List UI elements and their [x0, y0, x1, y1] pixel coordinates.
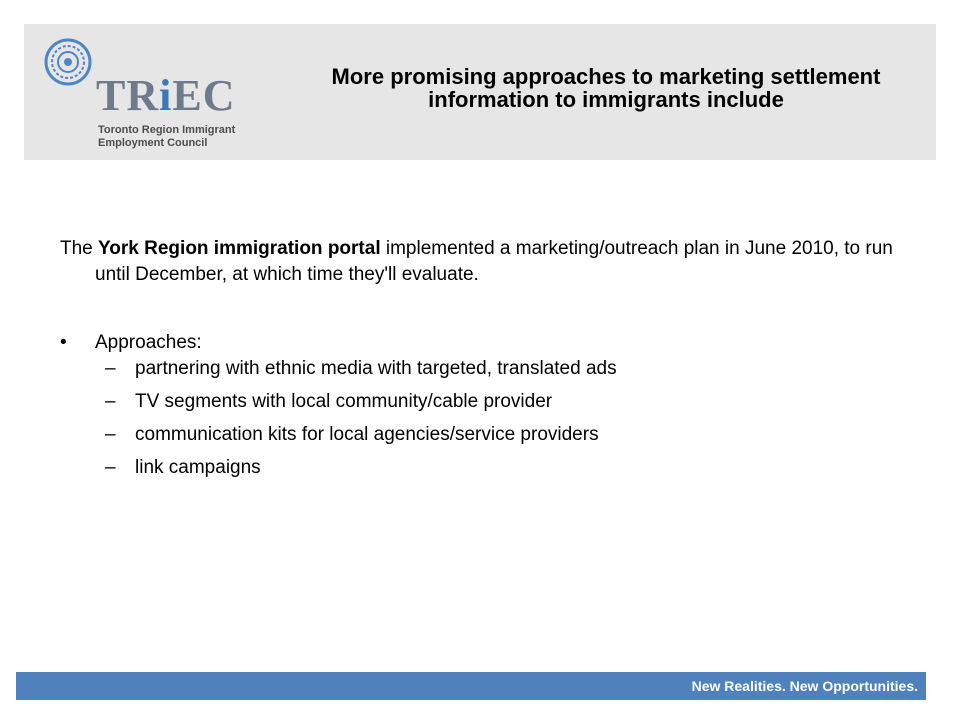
- list-item: [105, 422, 905, 455]
- slide-body: [60, 236, 920, 478]
- triec-logo: [44, 38, 264, 148]
- triec-emblem-icon: [44, 38, 92, 86]
- slide-header: [24, 24, 936, 160]
- list-item-text: communication kits for local agencies/service providers: [135, 424, 599, 445]
- dash-icon: –: [105, 424, 116, 445]
- logo-tagline-line-1: Toronto Region Immigrant: [98, 124, 236, 136]
- intro-suffix: implemented a marketing/outreach plan in June 2010, to run until December, at which time they'll evaluate.: [95, 238, 893, 285]
- list-item: [105, 356, 905, 389]
- list-item: [105, 389, 905, 422]
- logo-wordmark: TRiEC: [96, 71, 236, 120]
- footer-bar: [16, 672, 926, 700]
- list-item-text: TV segments with local community/cable provider: [135, 391, 553, 412]
- list-item-text: link campaigns: [135, 457, 261, 478]
- logo-tagline: [98, 124, 235, 150]
- approaches-label: Approaches:: [95, 332, 202, 353]
- dash-icon: –: [105, 391, 116, 412]
- footer-slogan: New Realities. New Opportunities.: [691, 678, 918, 694]
- bullet-icon: •: [60, 332, 67, 353]
- list-item-text: partnering with ethnic media with targeted, translated ads: [135, 358, 617, 379]
- approaches-list: [105, 356, 905, 488]
- logo-tagline-line-2: Employment Council: [98, 137, 208, 149]
- dash-icon: –: [105, 457, 116, 478]
- intro-prefix: The: [60, 238, 99, 259]
- list-item: [105, 455, 905, 488]
- slide-title: More promising approaches to marketing settlement information to immigrants include: [331, 64, 881, 112]
- dash-icon: –: [105, 358, 116, 379]
- intro-paragraph: [60, 236, 920, 288]
- intro-highlight: York Region immigration portal: [98, 238, 381, 259]
